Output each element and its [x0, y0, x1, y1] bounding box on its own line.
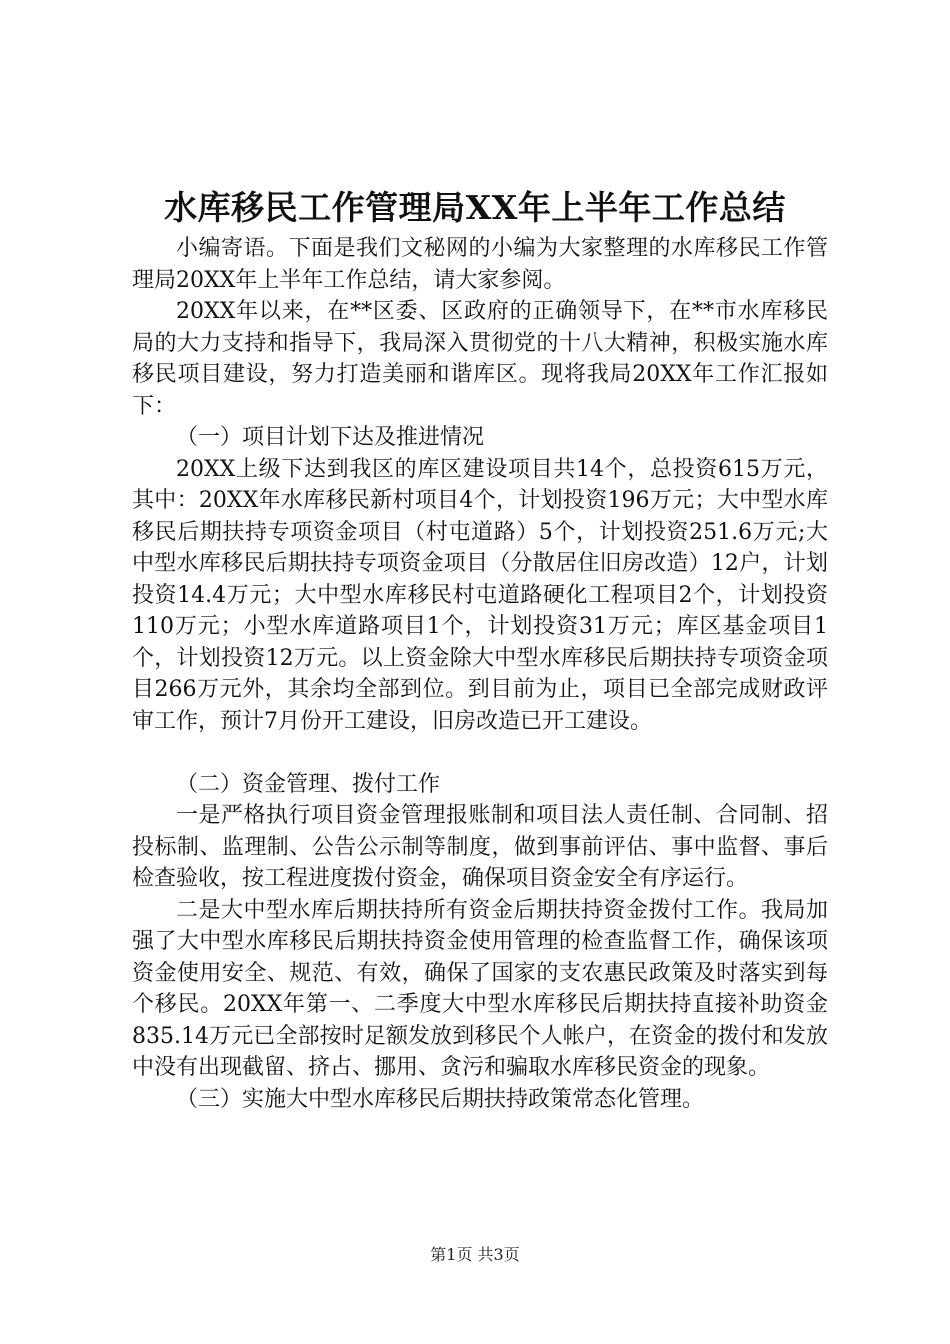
section-heading-1: （一）项目计划下达及推进情况	[176, 425, 485, 450]
paragraph-intro: 小编寄语。下面是我们文秘网的小编为大家整理的水库移民工作管理局20XX年上半年工作总结，请大家参阅。	[132, 236, 828, 293]
page-number: 第1页 共3页	[430, 1245, 520, 1264]
paragraph-funds-1: 一是严格执行项目资金管理报账制和项目法人责任制、合同制、招投标制、监理制、公告公示制等制度，做到事前评估、事中监督、事后检查验收，按工程进度拨付资金，确保项目资金安全有序运行。	[132, 803, 828, 891]
paragraph-projects: 20XX上级下达到我区的库区建设项目共14个，总投资615万元，其中：20XX年水库移民新村项目4个，计划投资196万元；大中型水库移民后期扶持专项资金项目（村屯道路）5个，计划投资251.6万元;大中型水库移民后期扶持专项资金项目（分散居住旧房改造）12户，计划投资14.4万元；大中型水库移民村屯道路硬化工程项目2个，计划投资110万元；小型水库道路项目1个，计划投资31万元；库区基金项目1个，计划投资12万元。以上资金除大中型水库移民后期扶持专项资金项目266万元外，其余均全部到位。到目前为止，项目已全部完成财政评审工作，预计7月份开工建设，旧房改造已开工建设。	[132, 456, 828, 734]
document-title: 水库移民工作管理局XX年上半年工作总结	[164, 188, 786, 227]
document-body	[132, 233, 828, 1115]
section-heading-2: （二）资金管理、拨付工作	[176, 771, 441, 797]
paragraph-overview: 20XX年以来，在**区委、区政府的正确领导下，在**市水库移民局的大力支持和指导下，我局深入贯彻党的十八大精神，积极实施水库移民项目建设，努力打造美丽和谐库区。现将我局20XX年工作汇报如下：	[132, 299, 828, 419]
section-heading-3: （三）实施大中型水库移民后期扶持政策常态化管理。	[176, 1086, 705, 1112]
paragraph-funds-2: 二是大中型水库后期扶持所有资金后期扶持资金拨付工作。我局加强了大中型水库移民后期扶持资金使用管理的检查监督工作，确保该项资金使用安全、规范、有效，确保了国家的支农惠民政策及时落实到每个移民。20XX年第一、二季度大中型水库移民后期扶持直接补助资金835.14万元已全部按时足额发放到移民个人帐户，在资金的拨付和发放中没有出现截留、挤占、挪用、贪污和骗取水库移民资金的现象。	[132, 897, 828, 1080]
